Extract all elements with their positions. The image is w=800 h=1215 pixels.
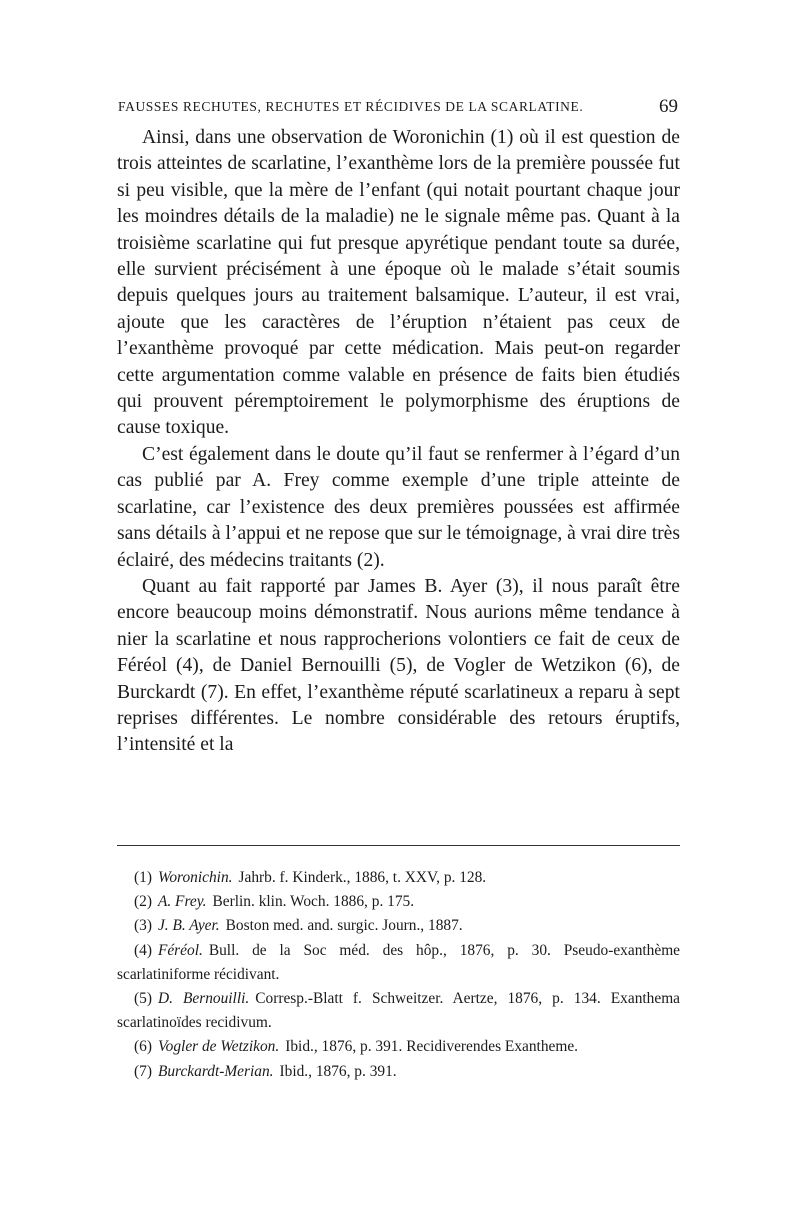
- footnote: [117, 866, 680, 890]
- footnote-number: (5): [134, 990, 152, 1008]
- footnote-author: Burckardt-Merian.: [157, 1062, 274, 1080]
- paragraph: Quant au fait rapporté par James B. Ayer (3), il nous paraît être encore beaucoup moins démonstratif. Nous aurions même tendance à nier la scarlatine et nous rapprocherions volontiers ce fait de ceux de Féréol (4), de Daniel Bernouilli (5), de Vogler de Wetzikon (6), de Burckardt (7). En effet, l’exanthème réputé scarlatineux a reparu à sept reprises différentes. Le nombre considérable des retours éruptifs, l’intensité et la: [117, 575, 680, 756]
- footnote-number: (1): [134, 869, 152, 886]
- footnote-text: Berlin. klin. Woch. 1886, p. 175.: [212, 893, 415, 911]
- footnote-number: (6): [134, 1038, 152, 1056]
- paragraph: Ainsi, dans une observation de Woronichin (1) où il est question de trois atteintes de scarlatine, l’exanthème lors de la première poussée fut si peu visible, que la mère de l’enfant (qui notait pourtant chaque jour les moindres détails de la maladie) ne le signale même pas. Quant à la troisième scarlatine qui fut presque apyrétique pendant toute sa durée, elle survient précisément à une époque où le malade s’était soumis depuis quelques jours au traitement balsamique. L’auteur, il est vrai, ajoute que les caractères de l’éruption n’étaient pas ceux de l’exanthème provoqué par cette médication. Mais peut-on regarder cette argumentation comme valable en présence de faits bien étudiés qui prouvent péremptoirement le polymorphisme des éruptions de cause toxique.: [117, 127, 680, 439]
- footnote-author: Vogler de Wetzikon.: [157, 1038, 280, 1056]
- footnote-divider: [117, 845, 680, 846]
- page-number: 69: [659, 96, 678, 117]
- footnote-author: A. Frey.: [157, 893, 207, 911]
- footnote-number: (2): [134, 893, 152, 911]
- footnote-author: D. Bernouilli.: [157, 990, 250, 1008]
- footnote: [117, 1035, 680, 1059]
- running-header: [118, 96, 678, 117]
- footnote: [117, 939, 680, 987]
- footnote-text: Corresp.-Blatt f. Schweitzer. Aertze, 1876, p. 134. Exanthema scarlatinoïdes recidivum.: [117, 990, 680, 1032]
- footnote-number: (7): [134, 1062, 152, 1080]
- footnote-number: (3): [134, 917, 152, 935]
- paragraph: C’est également dans le doute qu’il faut se renfermer à l’égard d’un cas publié par A. Frey comme exemple d’une triple atteinte de scarlatine, car l’existence des deux premières poussées est affirmée sans détails à l’appui et ne repose que sur le témoignage, à vrai dire très éclairé, des médecins traitants (2).: [117, 443, 680, 571]
- running-title: FAUSSES RECHUTES, RECHUTES ET RÉCIDIVES DE LA SCARLATINE.: [118, 99, 584, 114]
- footnote-author: Woronichin.: [157, 869, 233, 886]
- footnote-number: (4): [134, 941, 152, 959]
- footnote: [117, 890, 680, 914]
- footnote: [117, 914, 680, 938]
- footnote-author: J. B. Ayer.: [157, 917, 220, 935]
- footnote-text: Bull. de la Soc méd. des hôp., 1876, p. 30. Pseudo-exanthème scarlatiniforme récidivant.: [117, 941, 680, 983]
- footnote-text: Boston med. and. surgic. Journ., 1887.: [225, 917, 463, 935]
- footnote-text: Ibid., 1876, p. 391. Recidiverendes Exantheme.: [285, 1038, 578, 1056]
- footnotes: [117, 866, 680, 1084]
- footnote-text: Ibid., 1876, p. 391.: [279, 1062, 397, 1080]
- main-text: [117, 125, 680, 759]
- footnote: [117, 987, 680, 1035]
- footnote: [117, 1060, 680, 1084]
- footnote-author: Féréol.: [157, 941, 203, 959]
- footnote-text: Jahrb. f. Kinderk., 1886, t. XXV, p. 128.: [238, 869, 487, 886]
